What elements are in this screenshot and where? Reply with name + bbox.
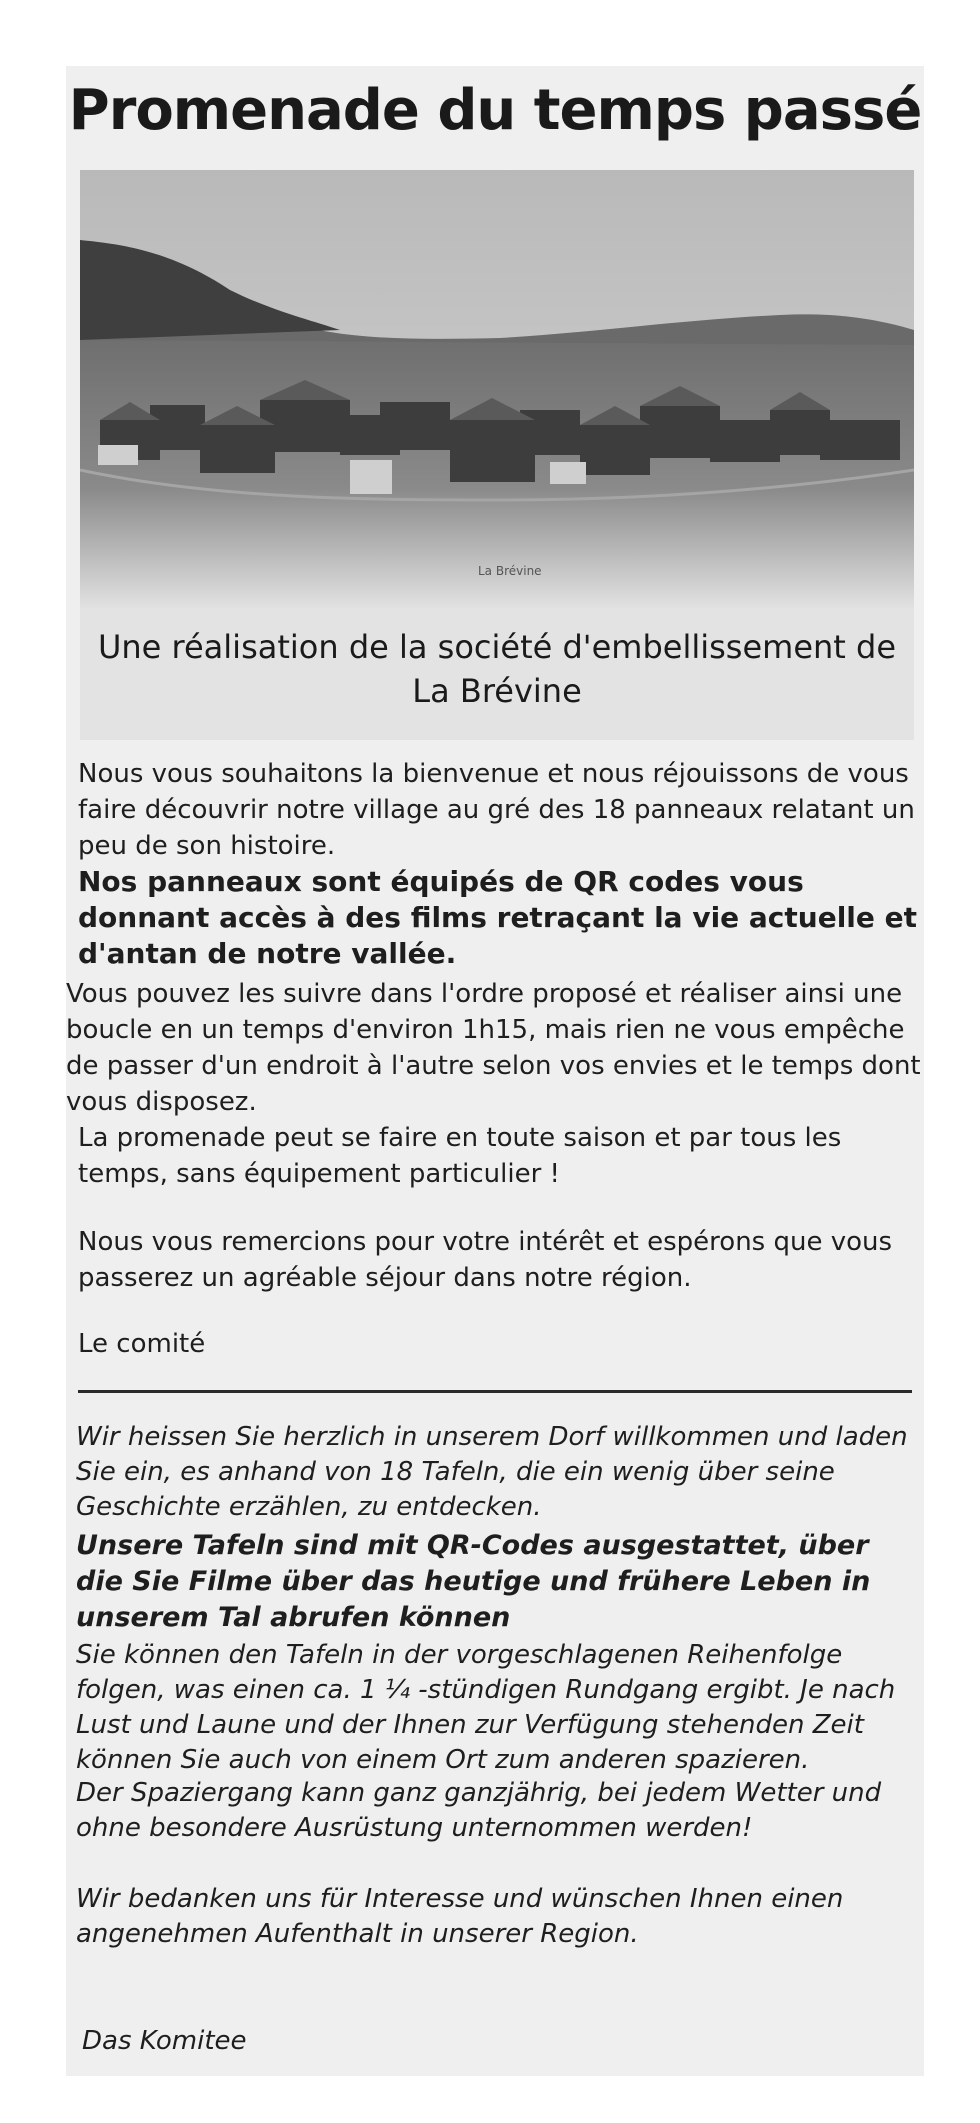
french-season: La promenade peut se faire en toute saison et par tous les temps, sans équipement particulier ! xyxy=(78,1123,842,1189)
village-photo xyxy=(80,170,914,740)
flyer-page xyxy=(66,66,924,2076)
page-title: Promenade du temps passé xyxy=(68,78,922,143)
photo-caption: La Brévine xyxy=(478,564,542,578)
french-thanks: Nous vous remercions pour votre intérêt et espérons que vous passerez un agréable séjour dans notre région. xyxy=(78,1227,893,1293)
german-route: Sie können den Tafeln in der vorgeschlagenen Reihenfolge folgen, was einen ca. 1 ¼ -stündigen Rundgang ergibt. Je nach Lust und Laune und der Ihnen zur Verfügung stehenden Zeit können Sie auch von einem Ort zum anderen spazieren. xyxy=(76,1640,896,1775)
french-route: Vous pouvez les suivre dans l'ordre proposé et réaliser ainsi une boucle en un temps d'environ 1h15, mais rien ne vous empêche de passer d'un endroit à l'autre selon vos envies et le temps dont vous disposez. xyxy=(66,979,921,1117)
german-signature: Das Komitee xyxy=(82,2026,247,2056)
french-qr-info: Nos panneaux sont équipés de QR codes vous donnant accès à des films retraçant la vie actuelle et d'antan de notre vallée. xyxy=(78,865,918,970)
section-divider xyxy=(78,1390,912,1393)
german-intro: Wir heissen Sie herzlich in unserem Dorf willkommen und laden Sie ein, es anhand von 18 Tafeln, die ein wenig über seine Geschichte erzählen, zu entdecken. xyxy=(76,1422,908,1522)
german-qr-info: Unsere Tafeln sind mit QR-Codes ausgestattet, über die Sie Filme über das heutige und frühere Leben in unserem Tal abrufen können xyxy=(76,1530,871,1633)
german-season: Der Spaziergang kann ganz ganzjährig, bei jedem Wetter und ohne besondere Ausrüstung unternommen werden! xyxy=(76,1778,882,1843)
page-subtitle: Une réalisation de la société d'embellissement de La Brévine xyxy=(97,628,897,710)
french-signature: Le comité xyxy=(78,1329,206,1359)
french-intro: Nous vous souhaitons la bienvenue et nous réjouissons de vous faire découvrir notre village au gré des 18 panneaux relatant un peu de son histoire. xyxy=(78,759,915,861)
german-thanks: Wir bedanken uns für Interesse und wünschen Ihnen einen angenehmen Aufenthalt in unserer Region. xyxy=(76,1884,844,1949)
